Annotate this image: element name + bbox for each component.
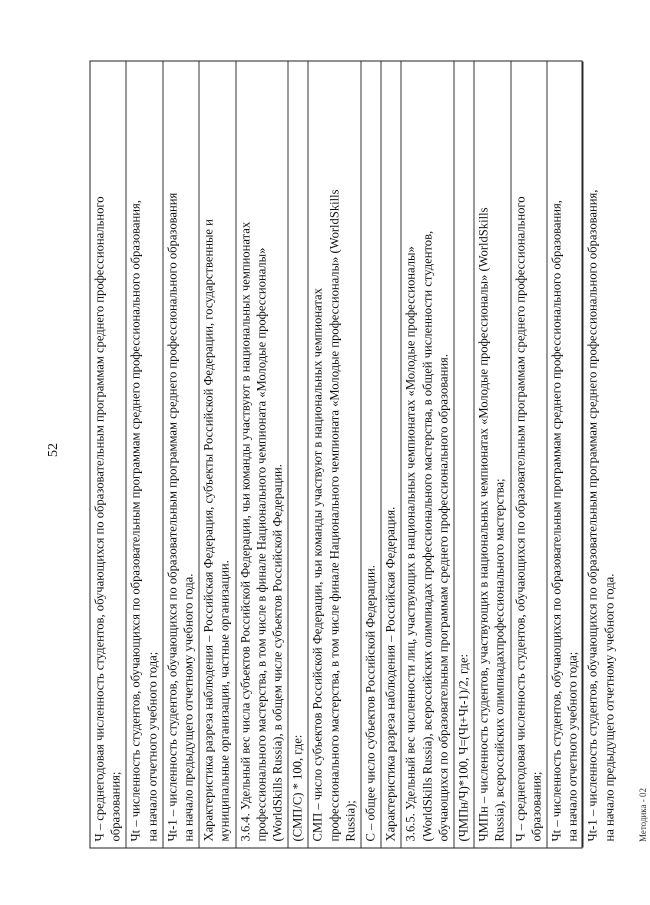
- table-row-text-line: обучающихся по образовательным программам среднего профессионального образования.: [435, 353, 450, 841]
- document-code: Методика - 02: [638, 787, 648, 843]
- table-row-text-line: профессионального мастерства, в том числе финале Национального чемпионата «Молодые профессионалы» (WorldSkills: [326, 188, 341, 841]
- table-row: [381, 61, 401, 847]
- table-row: [474, 61, 510, 847]
- table-row-text-line: Ч – среднегодовая численность студентов, обучающихся по образовательным программам среднего профессионального: [92, 195, 106, 841]
- table-row: [126, 61, 162, 847]
- table-row-text-line: на начало предыдущего отчетному учебного года.: [181, 573, 196, 841]
- table-row-text-line: Чt – численность студентов, обучающихся по образовательным программам среднего профессионального образования,: [549, 199, 564, 841]
- table-row-text-line: на начало отчетного учебного года;: [565, 651, 580, 841]
- table-row: [163, 61, 199, 847]
- table-row-text-line: Russia), всероссийских олимпиадахпрофессионального мастерства;: [492, 477, 507, 841]
- table-row-text-line: муниципальные организации, частные организации.: [217, 559, 232, 841]
- table-row: [236, 61, 289, 847]
- table-row-text-line: Russia);: [342, 799, 357, 841]
- table-row-text-line: Характеристика разреза наблюдения – Российская Федерация, субъекты Российской Федерации, государственные и: [201, 218, 216, 841]
- table-row-text-line: Характеристика разреза наблюдения – Российская Федерация.: [383, 506, 398, 841]
- table-row-text-line: (WorldSkills Russia), в общем числе субъектов Российской Федерации.: [270, 463, 285, 841]
- table-row: [361, 61, 381, 847]
- table-row-text-line: образования;: [528, 771, 543, 841]
- table-row: [308, 61, 361, 847]
- table-row-text-line: Ч – среднегодовая численность студентов, обучающихся по образовательным программам среднего профессионального: [512, 195, 527, 841]
- table-row-text-line: СМП – число субъектов Российской Федерации, чьи команды участвуют в национальных чемпионатах: [310, 287, 325, 841]
- table-row-text-line: профессионального мастерства, в том числе в финале Национального чемпионата «Молодые профессионалы»: [253, 247, 268, 841]
- table-row-text-line: Чt-1 – численность студентов, обучающихся по образовательным программам среднего профессионального образования,: [585, 189, 600, 841]
- table-row-text-line: на начало отчетного учебного года;: [144, 651, 159, 841]
- table-row-text-line: на начало предыдущего отчетному учебного года.: [601, 573, 616, 841]
- table-row-text-line: (СМП/С) * 100, где:: [290, 734, 305, 841]
- indicator-table: [89, 60, 616, 848]
- indicator-table-body: [89, 60, 616, 848]
- table-row-text-line: 3.6.5. Удельный вес численности лиц, участвующих в национальных чемпионатах «Молодые профессионалы»: [403, 245, 418, 841]
- table-row-text-line: (ЧМПн/Ч)*100, Ч=(Чt+Чt-1)/2, где:: [456, 653, 471, 841]
- table-row: [199, 61, 235, 847]
- table-row: [90, 61, 126, 847]
- table-row: [454, 61, 474, 847]
- table-row: [401, 61, 454, 847]
- table-row-text-line: ЧМПн – численность студентов, участвующих в национальных чемпионатах «Молодые профессионалы» (WorldSkills: [476, 206, 491, 841]
- table-row-text-line: Чt – численность студентов, обучающихся по образовательным программам среднего профессионального образования,: [128, 199, 143, 841]
- table-row: [288, 61, 308, 847]
- table-row: [547, 61, 583, 847]
- table-row: [583, 61, 618, 847]
- page-number: 52: [46, 443, 61, 457]
- table-row-text-line: Чt-1 – численность студентов, обучающихся по образовательным программам среднего профессионального образования: [164, 192, 179, 841]
- table-row-text-line: 3.6.4. Удельный вес числа субъектов Российской Федерации, чьи команды участвуют в национальных чемпионатах: [237, 221, 252, 841]
- table-row: [511, 61, 547, 847]
- table-row-text-line: образования;: [108, 771, 123, 841]
- table-row-text-line: (WorldSkills Russia), всероссийских олимпиадах профессионального мастерства, в общей численности студентов,: [419, 230, 434, 841]
- table-row-text-line: С – общее число субъектов Российской Федерации.: [363, 564, 378, 841]
